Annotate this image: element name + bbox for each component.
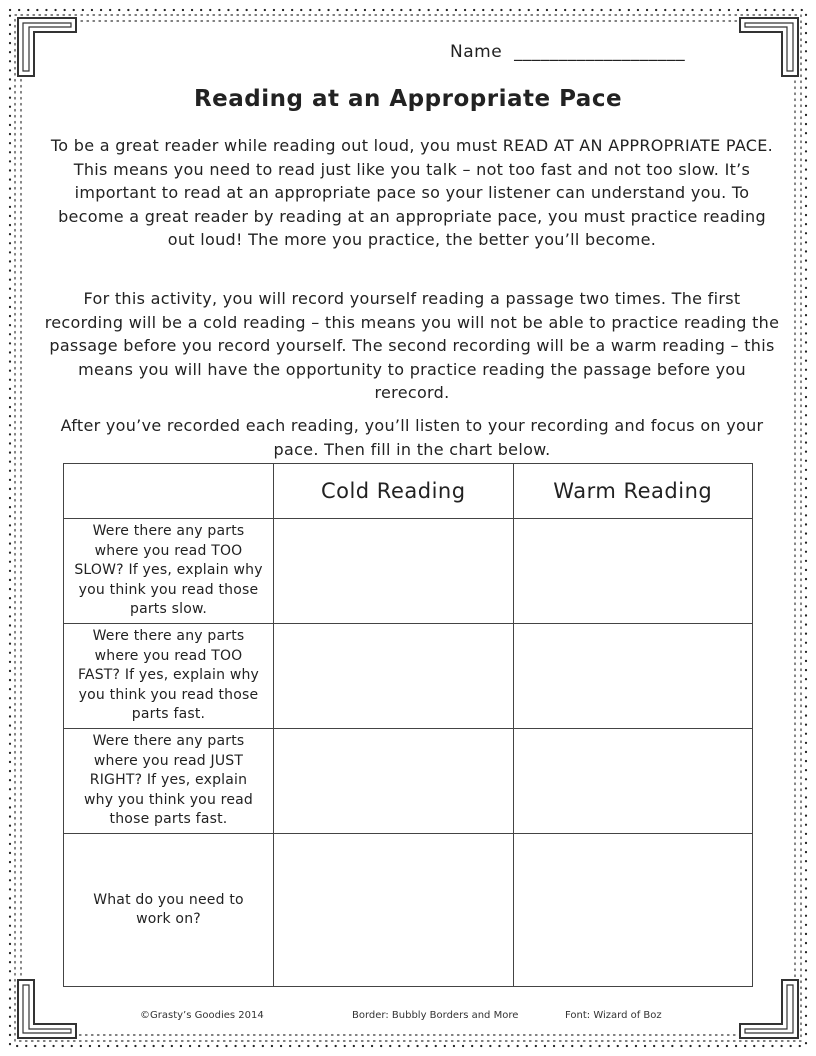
answer-cell-cold[interactable] <box>274 624 514 729</box>
table-row <box>64 519 753 624</box>
intro-paragraph: To be a great reader while reading out loud, you must READ AT AN APPROPRIATE PACE. This means you need to read just like you talk – not too fast and not too slow. It’s important to read at an appropriate pace so your listener can understand you. To become a great reader by reading at an appropriate pace, you must practice reading out loud! The more you practice, the better you’ll become. <box>50 136 774 249</box>
name-blank: ___________________ <box>514 42 686 62</box>
font-credit: Font: Wizard of Boz <box>565 1010 662 1021</box>
answer-cell-cold[interactable] <box>274 729 514 834</box>
copyright-text: ©Grasty’s Goodies 2014 <box>140 1010 264 1021</box>
name-label: Name <box>450 42 503 62</box>
question-work-on: What do you need to work on? <box>64 834 274 987</box>
table-row <box>64 624 753 729</box>
answer-cell-cold[interactable] <box>274 834 514 987</box>
answer-cell-warm[interactable] <box>513 834 753 987</box>
question-just-right: Were there any parts where you read JUST RIGHT? If yes, explain why you think you read those parts fast. <box>64 729 274 834</box>
activity-paragraph: For this activity, you will record yourself reading a passage two times. The first recording will be a cold reading – this means you will not be able to practice reading the passage before you record yourself. The second recording will be a warm reading – this means you will have the opportunity to practice reading the passage before you rerecord. <box>44 289 780 402</box>
reading-chart <box>63 463 753 987</box>
chart-header-row <box>64 464 753 519</box>
answer-cell-warm[interactable] <box>513 729 753 834</box>
corner-top-right <box>734 12 804 82</box>
answer-cell-warm[interactable] <box>513 519 753 624</box>
answer-cell-cold[interactable] <box>274 519 514 624</box>
question-too-slow: Were there any parts where you read TOO SLOW? If yes, explain why you think you read those parts slow. <box>64 519 274 624</box>
page-title: Reading at an Appropriate Pace <box>193 86 623 112</box>
question-too-fast: Were there any parts where you read TOO FAST? If yes, explain why you think you read those parts fast. <box>64 624 274 729</box>
name-field[interactable] <box>450 42 710 68</box>
table-row <box>64 729 753 834</box>
border-credit: Border: Bubbly Borders and More <box>352 1010 519 1021</box>
chart-header-blank <box>64 464 274 519</box>
instructions-paragraph: After you’ve recorded each reading, you’ll listen to your recording and focus on your pace. Then fill in the chart below. <box>60 416 764 459</box>
answer-cell-warm[interactable] <box>513 624 753 729</box>
chart-header-cold: Cold Reading <box>274 464 514 519</box>
chart-header-warm: Warm Reading <box>513 464 753 519</box>
table-row <box>64 834 753 987</box>
corner-top-left <box>12 12 82 82</box>
